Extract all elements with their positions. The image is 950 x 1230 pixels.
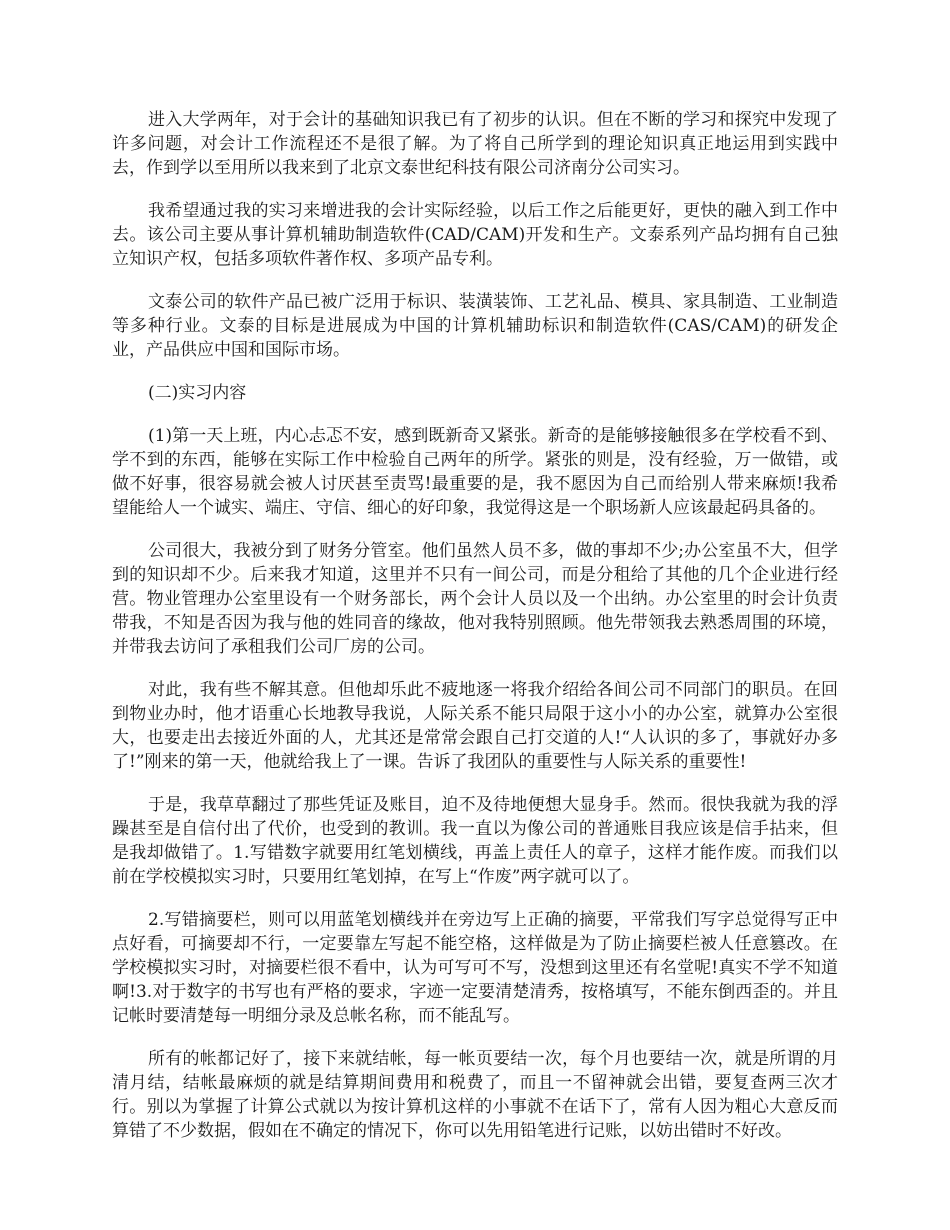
paragraph-company-overview: 我希望通过我的实习来增进我的会计实际经验，以后工作之后能更好，更快的融入到工作中去。该公司主要从事计算机辅助制造软件(CAD/CAM)开发和生产。文泰系列产品均拥有自己独立知识产权，包括多项软件著作权、多项产品专利。 [112,201,838,269]
paragraph-company-products: 文泰公司的软件产品已被广泛用于标识、装潢装饰、工艺礼品、模具、家具制造、工业制造等多种行业。文泰的目标是进展成为中国的计算机辅助标识和制造软件(CAS/CAM)的研发企业，产品供应中国和国际市场。 [112,292,838,360]
paragraph-closing-accounts: 所有的帐都记好了，接下来就结帐，每一帐页要结一次，每个月也要结一次，就是所谓的月清月结，结帐最麻烦的就是结算期间费用和税费了，而且一不留神就会出错，要复查两三次才行。别以为掌握了计算公式就以为按计算机这样的小事就不在话下了，常有人因为粗心大意反而算错了不少数据，假如在不确定的情况下，你可以先用铅笔进行记账，以妨出错时不好改。 [112,1049,838,1141]
paragraph-intro: 进入大学两年，对于会计的基础知识我已有了初步的认识。但在不断的学习和探究中发现了许多问题，对会计工作流程还不是很了解。为了将自己所学到的理论知识真正地运用到实践中去，作到学以至用所以我来到了北京文泰世纪科技有限公司济南分公司实习。 [112,110,838,178]
paragraph-lesson-one: 于是，我草草翻过了那些凭证及账目，迫不及待地便想大显身手。然而。很快我就为我的浮躁甚至是自信付出了代价，也受到的教训。我一直以为像公司的普通账目我应该是信手拈来，但是我却做错了。1.写错数字就要用红笔划横线，再盖上责任人的章子，这样才能作废。而我们以前在学校模拟实习时，只要用红笔划掉，在写上“作废”两字就可以了。 [112,795,838,887]
document-body [112,108,838,1162]
paragraph-relationships: 对此，我有些不解其意。但他却乐此不疲地逐一将我介绍给各间公司不同部门的职员。在回到物业办时，他才语重心长地教导我说，人际关系不能只局限于这小小的办公室，就算办公室很大，也要走出去接近外面的人，尤其还是常常会跟自己打交道的人!“人认识的多了，事就好办多了!”刚来的第一天，他就给我上了一课。告诉了我团队的重要性与人际关系的重要性! [112,680,838,772]
paragraph-first-day: (1)第一天上班，内心忐忑不安，感到既新奇又紧张。新奇的是能够接触很多在学校看不到、学不到的东西，能够在实际工作中检验自己两年的所学。紧张的则是，没有经验，万一做错，或做不好事，很容易就会被人讨厌甚至责骂!最重要的是，我不愿因为自己而给别人带来麻烦!我希望能给人一个诚实、端庄、守信、细心的好印象，我觉得这是一个职场新人应该最起码具备的。 [112,426,838,518]
section-heading: (二)实习内容 [148,383,247,403]
paragraph-lesson-two: 2.写错摘要栏，则可以用蓝笔划横线并在旁边写上正确的摘要，平常我们写字总觉得写正中点好看，可摘要却不行，一定要靠左写起不能空格，这样做是为了防止摘要栏被人任意篡改。在学校模拟实习时，对摘要栏很不看中，认为可写可不写，没想到这里还有名堂呢!真实不学不知道啊!3.对于数字的书写也有严格的要求，字迹一定要清楚清秀，按格填写，不能东倒西歪的。并且记帐时要清楚每一明细分录及总帐名称，而不能乱写。 [112,910,838,1026]
paragraph-finance-office: 公司很大，我被分到了财务分管室。他们虽然人员不多，做的事却不少;办公室虽不大，但学到的知识却不少。后来我才知道，这里并不只有一间公司，而是分租给了其他的几个企业进行经营。物业管理办公室里设有一个财务部长，两个会计人员以及一个出纳。办公室里的时会计负责带我，不知是否因为我与他的姓同音的缘故，他对我特别照顾。他先带领我去熟悉周围的环境，并带我去访问了承租我们公司厂房的公司。 [112,541,838,657]
